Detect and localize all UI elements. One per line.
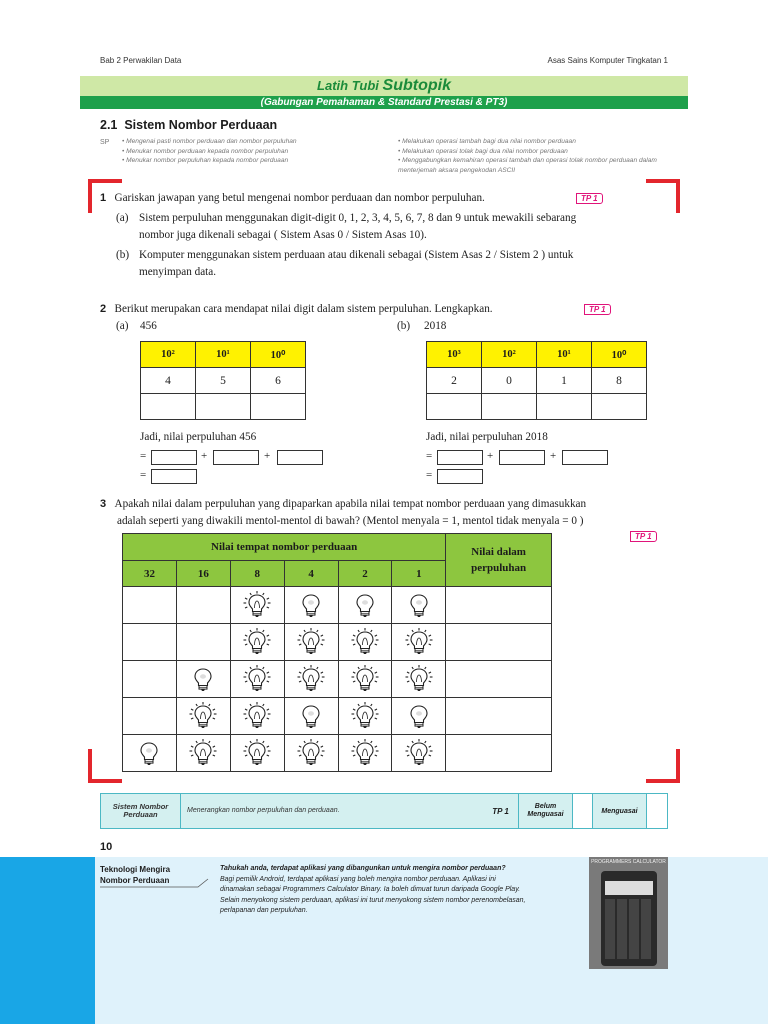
- bulb-on-icon: [404, 738, 434, 768]
- bulb-cell: [284, 698, 338, 735]
- bulb-on-icon: [296, 738, 326, 768]
- answer-box[interactable]: [151, 450, 197, 465]
- bulb-cell: [284, 661, 338, 698]
- bulb-cell: [230, 698, 284, 735]
- binary-place-heading: Nilai tempat nombor perduaan: [123, 534, 446, 561]
- bulb-cell: [392, 698, 446, 735]
- place-1: 1: [392, 561, 446, 587]
- question-1: 1 Gariskan jawapan yang betul mengenai nombor perduaan dan nombor perpuluhan.: [100, 192, 485, 204]
- page-number: 10: [100, 841, 113, 853]
- bulb-on-icon: [188, 738, 218, 768]
- bulb-off-icon: [188, 664, 218, 694]
- bulb-cell: [392, 587, 446, 624]
- not-mastered-checkbox[interactable]: [573, 794, 593, 828]
- bulb-on-icon: [296, 664, 326, 694]
- equals-sign: =: [426, 450, 433, 462]
- digit-cell: 1: [537, 368, 592, 394]
- bulb-row: [123, 698, 552, 735]
- bulb-cell: [230, 735, 284, 772]
- plus-sign: +: [201, 450, 208, 462]
- info-side-bar: [0, 857, 95, 1024]
- bulb-cell: [123, 587, 177, 624]
- mastered-checkbox[interactable]: [647, 794, 667, 828]
- bulb-on-icon: [350, 738, 380, 768]
- digit-cell: 6: [251, 368, 306, 394]
- bulb-cell: [338, 661, 392, 698]
- bulb-on-icon: [404, 664, 434, 694]
- bulb-cell: [338, 624, 392, 661]
- place-header: 10¹: [196, 342, 251, 368]
- bulb-on-icon: [404, 627, 434, 657]
- digit-cell: 2: [427, 368, 482, 394]
- tp-badge-q1: TP 1: [576, 193, 603, 204]
- bulb-off-icon: [296, 590, 326, 620]
- bulb-on-icon: [242, 738, 272, 768]
- answer-cell[interactable]: [141, 394, 196, 420]
- phone-body: [601, 871, 657, 966]
- bulb-cell: [230, 624, 284, 661]
- decimal-answer-cell[interactable]: [446, 661, 552, 698]
- section-title: 2.1 Sistem Nombor Perduaan: [100, 118, 278, 132]
- answer-cell[interactable]: [251, 394, 306, 420]
- decimal-answer-cell[interactable]: [446, 735, 552, 772]
- banner-subtitle: (Gabungan Pemahaman & Standard Prestasi & PT3): [260, 97, 508, 108]
- place-4: 4: [284, 561, 338, 587]
- rubric-tp: TP 1: [483, 794, 519, 828]
- place-8: 8: [230, 561, 284, 587]
- answer-cell[interactable]: [482, 394, 537, 420]
- bulb-off-icon: [404, 701, 434, 731]
- bulb-row: [123, 624, 552, 661]
- banner-title-big: Subtopik: [382, 77, 451, 94]
- subtopic-banner: [80, 76, 688, 96]
- place-header: 10³: [427, 342, 482, 368]
- answer-cell[interactable]: [592, 394, 647, 420]
- place-value-table-b: [426, 341, 647, 420]
- subtopic-subtitle-bar: [80, 96, 688, 109]
- bulb-cell: [230, 661, 284, 698]
- answer-cell[interactable]: [196, 394, 251, 420]
- place-16: 16: [176, 561, 230, 587]
- binary-bulb-table: [122, 533, 552, 772]
- bulb-off-icon: [134, 738, 164, 768]
- digit-cell: 4: [141, 368, 196, 394]
- equals-sign: =: [426, 469, 433, 481]
- answer-box[interactable]: [213, 450, 259, 465]
- decimal-value-heading: Nilai dalam perpuluhan: [446, 534, 552, 587]
- bulb-cell: [284, 735, 338, 772]
- bulb-cell: [230, 587, 284, 624]
- q2-b-conclusion: Jadi, nilai perpuluhan 2018: [426, 431, 548, 443]
- bulb-cell: [123, 624, 177, 661]
- bulb-cell: [123, 661, 177, 698]
- bulb-cell: [284, 624, 338, 661]
- calculator-app-image: [589, 857, 668, 969]
- digit-cell: 0: [482, 368, 537, 394]
- plus-sign: +: [550, 450, 557, 462]
- tp-badge-q2: TP 1: [584, 304, 611, 315]
- banner-title-small: Latih Tubi: [317, 78, 379, 93]
- bulb-on-icon: [350, 701, 380, 731]
- plus-sign: +: [264, 450, 271, 462]
- place-header: 10⁰: [592, 342, 647, 368]
- bulb-cell: [338, 698, 392, 735]
- answer-box[interactable]: [151, 469, 197, 484]
- bulb-off-icon: [404, 590, 434, 620]
- bulb-row: [123, 661, 552, 698]
- bulb-row: [123, 735, 552, 772]
- place-header: 10⁰: [251, 342, 306, 368]
- bulb-cell: [338, 587, 392, 624]
- bulb-cell: [176, 624, 230, 661]
- equals-sign: =: [140, 450, 147, 462]
- rubric-descriptor: Menerangkan nombor perpuluhan dan perduaan.: [181, 794, 583, 828]
- q1-b-label: (b): [116, 249, 130, 261]
- q2-b-value: 2018: [424, 320, 447, 332]
- bulb-cell: [176, 661, 230, 698]
- answer-box[interactable]: [437, 469, 483, 484]
- heading-underline: [100, 878, 210, 890]
- answer-cell[interactable]: [427, 394, 482, 420]
- rubric-not-mastered: Belum Menguasai: [519, 794, 573, 828]
- bulb-cell: [338, 735, 392, 772]
- answer-box[interactable]: [277, 450, 323, 465]
- bulb-on-icon: [350, 627, 380, 657]
- bulb-cell: [284, 587, 338, 624]
- q2-b-label: (b): [397, 320, 411, 332]
- place-32: 32: [123, 561, 177, 587]
- info-heading: Teknologi Mengira Nombor Perduaan: [100, 865, 171, 885]
- sp-list-left: • Mengenai pasti nombor perduaan dan nombor perpuluhan • Menukar nombor perduaan kepada nombor perpuluhan • Menukar nombor perpuluhan kepada nombor perduaan: [122, 137, 392, 166]
- question-3: 3 Apakah nilai dalam perpuluhan yang dipaparkan apabila nilai tempat nombor perduaan yang dimasukkan adalah seperti yang diwakili mentol-mentol di bawah? (Mentol menyala = 1, mentol tidak menyala = 0 ): [100, 498, 587, 527]
- bulb-on-icon: [242, 664, 272, 694]
- bulb-cell: [392, 661, 446, 698]
- decimal-answer-cell[interactable]: [446, 587, 552, 624]
- bulb-on-icon: [188, 701, 218, 731]
- question-2: 2 Berikut merupakan cara mendapat nilai digit dalam sistem perpuluhan. Lengkapkan.: [100, 303, 493, 315]
- q1-a-text: Sistem perpuluhan menggunakan digit-digit 0, 1, 2, 3, 4, 5, 6, 7, 8 dan 9 untuk mewakili sebarang nombor juga dikenali sebagai ( Sistem Asas 0 / Sistem Asas 10).: [139, 212, 577, 241]
- bulb-cell: [176, 735, 230, 772]
- rubric-mastered: Menguasai: [593, 794, 647, 828]
- q2-a-label: (a): [116, 320, 129, 332]
- equals-sign: =: [140, 469, 147, 481]
- chapter-header: Bab 2 Perwakilan Data: [100, 56, 182, 65]
- digit-cell: 8: [592, 368, 647, 394]
- phone-title: PROGRAMMERS CALCULATOR: [591, 859, 666, 865]
- answer-box[interactable]: [499, 450, 545, 465]
- q1-a-label: (a): [116, 212, 129, 224]
- answer-box[interactable]: [562, 450, 608, 465]
- bulb-on-icon: [242, 627, 272, 657]
- place-header: 10¹: [537, 342, 592, 368]
- book-header: Asas Sains Komputer Tingkatan 1: [547, 56, 668, 65]
- bulb-cell: [176, 698, 230, 735]
- bulb-on-icon: [350, 664, 380, 694]
- bulb-on-icon: [242, 701, 272, 731]
- place-value-table-a: [140, 341, 306, 420]
- place-header: 10²: [482, 342, 537, 368]
- bulb-off-icon: [350, 590, 380, 620]
- decimal-answer-cell[interactable]: [446, 624, 552, 661]
- answer-cell[interactable]: [537, 394, 592, 420]
- plus-sign: +: [487, 450, 494, 462]
- place-header: 10²: [141, 342, 196, 368]
- bulb-cell: [392, 624, 446, 661]
- rubric-topic: Sistem Nombor Perduaan: [101, 794, 181, 828]
- sp-list-right: • Melakukan operasi tambah bagi dua nilai nombor perduaan • Melakukan operasi tolak bagi dua nilai nombor perduaan • Menggabungkan kemahiran operasi tambah dan operasi tolak nombor perduaan dalam menterjemah aksara pengekodan ASCII: [398, 137, 673, 175]
- tp-badge-q3: TP 1: [630, 531, 657, 542]
- rubric-levels: [483, 794, 667, 828]
- q1-b-text: Komputer menggunakan sistem perduaan atau dikenali sebagai (Sistem Asas 2 / Sistem 2 ) untuk menyimpan data.: [139, 249, 574, 278]
- bulb-cell: [123, 698, 177, 735]
- bulb-cell: [176, 587, 230, 624]
- place-2: 2: [338, 561, 392, 587]
- sp-label: SP: [100, 139, 110, 146]
- bulb-cell: [392, 735, 446, 772]
- bulb-off-icon: [296, 701, 326, 731]
- bulb-cell: [123, 735, 177, 772]
- bulb-on-icon: [242, 590, 272, 620]
- q2-a-value: 456: [140, 320, 157, 332]
- bulb-on-icon: [296, 627, 326, 657]
- q2-a-conclusion: Jadi, nilai perpuluhan 456: [140, 431, 257, 443]
- bulb-row: [123, 587, 552, 624]
- answer-box[interactable]: [437, 450, 483, 465]
- digit-cell: 5: [196, 368, 251, 394]
- decimal-answer-cell[interactable]: [446, 698, 552, 735]
- info-text: Tahukah anda, terdapat aplikasi yang dibangunkan untuk mengira nombor perduaan? Bagi pemilik Android, terdapat aplikasi yang boleh mengira nombor perduaan. Aplikasi ini dinamakan sebagai Programmers Calculator Binary. Ia boleh dimuat turun daripada Google Play. Selain menyokong sistem perduaan, aplikasi ini turut menyokong sistem nombor perenombelasan, perlapanan dan perpuluhan.: [220, 865, 526, 914]
